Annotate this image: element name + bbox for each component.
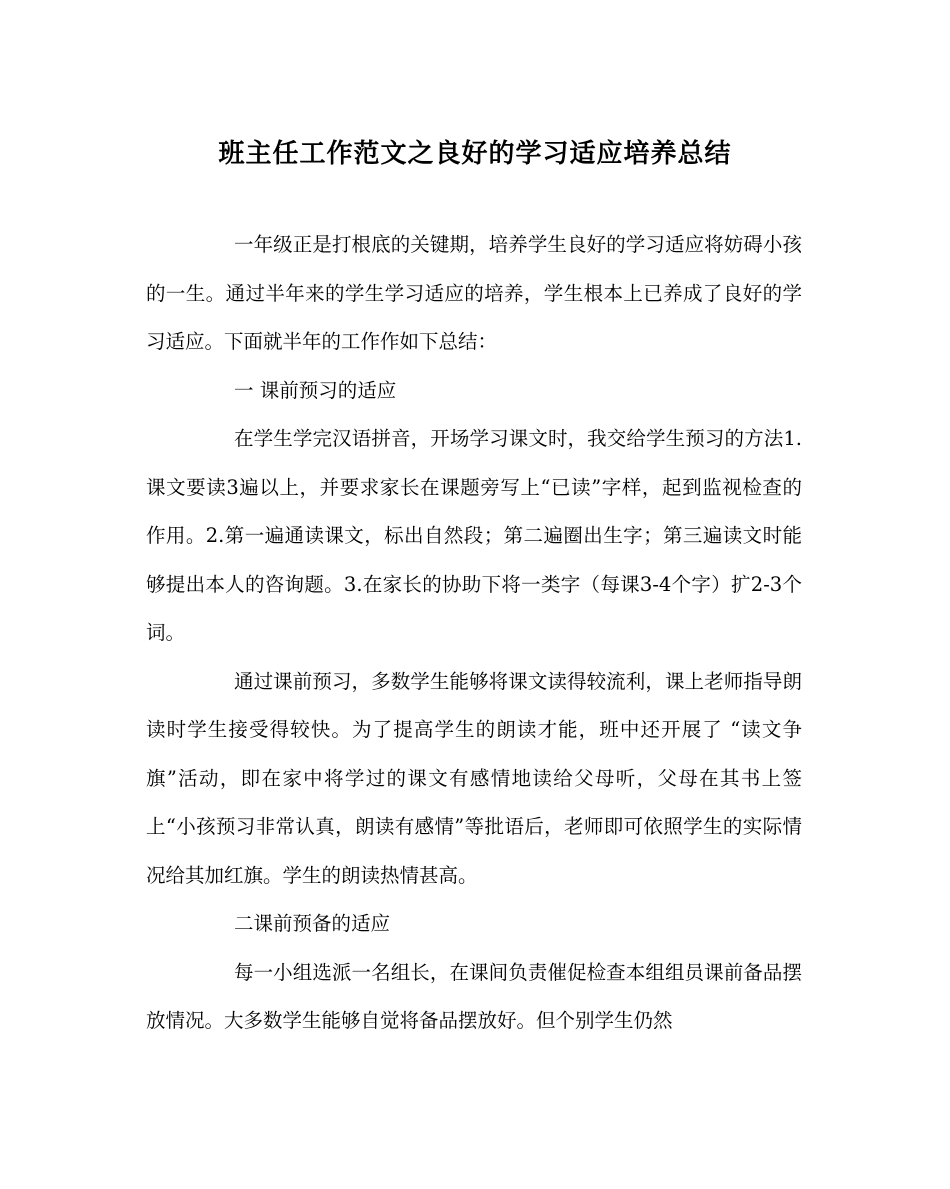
- section-heading-preparation: 二课前预备的适应: [234, 912, 391, 935]
- section-heading-preview: 一 课前预习的适应: [234, 378, 397, 402]
- document-title: 班主任工作范文之良好的学习适应培养总结: [218, 139, 732, 169]
- paragraph-intro: 一年级正是打根底的关键期，培养学生良好的学习适应将妨碍小孩的一生。通过半年来的学生学习适应的培养，学生根本上已养成了良好的学习适应。下面就半年的工作作如下总结：: [146, 233, 802, 353]
- paragraph-preparation: 每一小组选派一名组长，在课间负责催促检查本组组员课前备品摆放情况。大多数学生能够自觉将备品摆放好。但个别学生仍然: [146, 960, 802, 1032]
- paragraph-preview-result: 通过课前预习，多数学生能够将课文读得较流利，课上老师指导朗读时学生接受得较快。为了提高学生的朗读才能，班中还开展了 “读文争旗”活动，即在家中将学过的课文有感情地读给父母听，父母在其书上签上“小孩预习非常认真，朗读有感情”等批语后，老师即可依照学生的实际情况给其加红旗。学生的朗读热情甚高。: [146, 669, 802, 887]
- paragraph-preview-method: 在学生学完汉语拼音，开场学习课文时，我交给学生预习的方法1.课文要读3遍以上，并要求家长在课题旁写上“已读”字样，起到监视检查的作用。2.第一遍通读课文，标出自然段；第二遍圈出生字；第三遍读文时能够提出本人的咨询题。3.在家长的协助下将一类字（每课3-4个字）扩2-3个词。: [146, 427, 802, 644]
- document-body: [146, 221, 802, 1046]
